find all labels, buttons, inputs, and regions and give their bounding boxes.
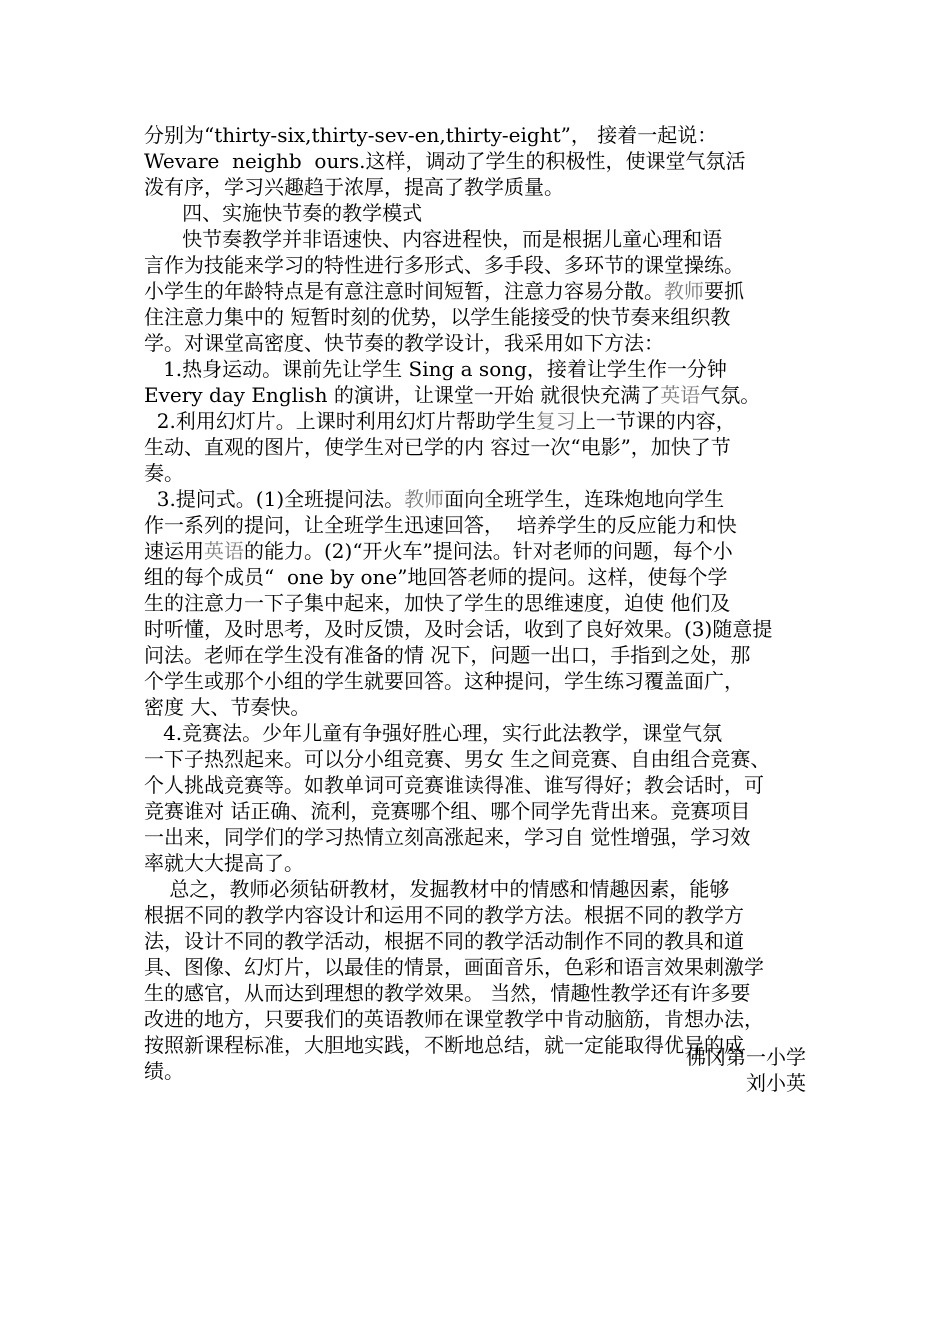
line-text: Wevare neighb ours.这样，调动了学生的积极性，使课堂气氛活 — [144, 149, 746, 173]
text-line — [144, 252, 814, 278]
text-line — [144, 694, 814, 720]
text-line — [144, 876, 814, 902]
line-text: 面向全班学生，连珠炮地向学生 — [444, 487, 725, 511]
line-text: 1.热身运动。课前先让学生 Sing a song，接着让学生作一分钟 — [144, 357, 727, 381]
text-line — [144, 148, 814, 174]
text-line — [144, 928, 814, 954]
text-line — [144, 850, 814, 876]
text-line — [144, 616, 814, 642]
line-text: 个人挑战竞赛等。如教单词可竞赛谁读得准、谁写得好；教会话时，可 — [144, 773, 764, 797]
line-text: 上一节课的内容， — [575, 409, 736, 433]
text-line — [144, 200, 814, 226]
line-text: 根据不同的教学内容设计和运用不同的教学方法。根据不同的教学方 — [144, 903, 744, 927]
line-text: 率就大大提高了。 — [144, 851, 304, 875]
keyword-link[interactable]: 教师 — [404, 487, 445, 511]
line-text: 问法。老师在学生没有准备的情 况下，问题一出口，手指到之处，那 — [144, 643, 751, 667]
line-text: 2.利用幻灯片。上课时利用幻灯片帮助学生 — [144, 409, 536, 433]
line-text: 作一系列的提问，让全班学生迅速回答， 培养学生的反应能力和快 — [144, 513, 737, 537]
line-text: 气氛。 — [700, 383, 761, 407]
line-text: 四、实施快节奏的教学模式 — [144, 201, 423, 225]
line-text: 生的注意力一下子集中起来，加快了学生的思维速度，迫使 他们及 — [144, 591, 731, 615]
line-text: 个学生或那个小组的学生就要回答。这种提问，学生练习覆盖面广， — [144, 669, 744, 693]
line-text: 快节奏教学并非语速快、内容进程快，而是根据儿童心理和语 — [144, 227, 723, 251]
text-line — [144, 434, 814, 460]
line-text: 总之，教师必须钻研教材，发掘教材中的情感和情趣因素，能够 — [144, 877, 730, 901]
text-line — [144, 1006, 814, 1032]
keyword-link[interactable]: 英语 — [660, 383, 701, 407]
keyword-link[interactable]: 教师 — [664, 279, 704, 303]
text-line — [144, 590, 814, 616]
text-line — [144, 798, 814, 824]
text-line — [144, 824, 814, 850]
text-line — [144, 460, 814, 486]
line-text: 一出来，同学们的学习热情立刻高涨起来，学习自 觉性增强，学习效 — [144, 825, 751, 849]
author-name: 刘小英 — [746, 1071, 806, 1095]
line-text: Every day English 的演讲，让课堂一开始 就很快充满了 — [144, 383, 661, 407]
line-text: 一下子热烈起来。可以分小组竞赛、男女 生之间竞赛、自由组合竞赛、 — [144, 747, 771, 771]
text-line — [144, 538, 814, 564]
text-line — [144, 304, 814, 330]
text-line — [144, 902, 814, 928]
line-text: 言作为技能来学习的特性进行多形式、多手段、多环节的课堂操练。 — [144, 253, 744, 277]
text-line — [144, 226, 814, 252]
signature-block — [686, 1044, 806, 1096]
text-line — [144, 486, 814, 512]
text-line — [144, 122, 814, 148]
line-text: 泼有序，学习兴趣趋于浓厚，提高了教学质量。 — [144, 175, 564, 199]
text-line — [144, 980, 814, 1006]
line-text: 时听懂，及时思考，及时反馈，及时会话，收到了良好效果。(3)随意提 — [144, 617, 773, 641]
text-line — [144, 174, 814, 200]
school-name: 佛冈第一小学 — [686, 1045, 806, 1069]
line-text: 生动、直观的图片，使学生对已学的内 容过一次“电影”，加快了节 — [144, 435, 731, 459]
line-text: 3.提问式。(1)全班提问法。 — [144, 487, 405, 511]
line-text: 法，设计不同的教学活动，根据不同的教学活动制作不同的教具和道 — [144, 929, 744, 953]
text-line — [144, 564, 814, 590]
line-text: 具、图像、幻灯片，以最佳的情景，画面音乐，色彩和语言效果刺激学 — [144, 955, 764, 979]
text-line — [144, 746, 814, 772]
text-line — [144, 772, 814, 798]
text-line — [144, 512, 814, 538]
text-line — [144, 382, 814, 408]
text-lines — [144, 122, 814, 1084]
document-body — [144, 122, 814, 1084]
text-line — [144, 278, 814, 304]
keyword-link[interactable]: 复习 — [535, 409, 576, 433]
line-text: 生的感官，从而达到理想的教学效果。 当然，情趣性教学还有许多要 — [144, 981, 751, 1005]
line-text: 绩。 — [144, 1059, 184, 1083]
line-text: 奏。 — [144, 461, 184, 485]
line-text: 按照新课程标准，大胆地实践，不断地总结，就一定能取得优异的成 — [144, 1033, 744, 1057]
line-text: 小学生的年龄特点是有意注意时间短暂，注意力容易分散。 — [144, 279, 664, 303]
line-text: 4.竞赛法。少年儿童有争强好胜心理，实行此法教学，课堂气氛 — [144, 721, 723, 745]
line-text: 组的每个成员“ one by one”地回答老师的提问。这样，使每个学 — [144, 565, 728, 589]
line-text: 要抓 — [704, 279, 744, 303]
line-text: 学。对课堂高密度、快节奏的教学设计，我采用如下方法： — [144, 331, 664, 355]
text-line — [144, 408, 814, 434]
line-text: 分别为“thirty-six,thirty-sev-en,thirty-eight”， 接着一起说： — [144, 123, 718, 147]
text-line — [144, 954, 814, 980]
line-text: 住注意力集中的 短暂时刻的优势，以学生能接受的快节奏来组织教 — [144, 305, 731, 329]
line-text: 竞赛谁对 话正确、流利，竞赛哪个组、哪个同学先背出来。竞赛项目 — [144, 799, 751, 823]
keyword-link[interactable]: 英语 — [204, 539, 244, 563]
line-text: 密度 大、节奏快。 — [144, 695, 311, 719]
text-line — [144, 668, 814, 694]
line-text: 改进的地方，只要我们的英语教师在课堂教学中肯动脑筋，肯想办法， — [144, 1007, 764, 1031]
text-line — [144, 356, 814, 382]
text-line — [144, 330, 814, 356]
text-line — [144, 720, 814, 746]
line-text: 速运用 — [144, 539, 204, 563]
text-line — [144, 642, 814, 668]
line-text: 的能力。(2)“开火车”提问法。针对老师的问题，每个小 — [244, 539, 733, 563]
